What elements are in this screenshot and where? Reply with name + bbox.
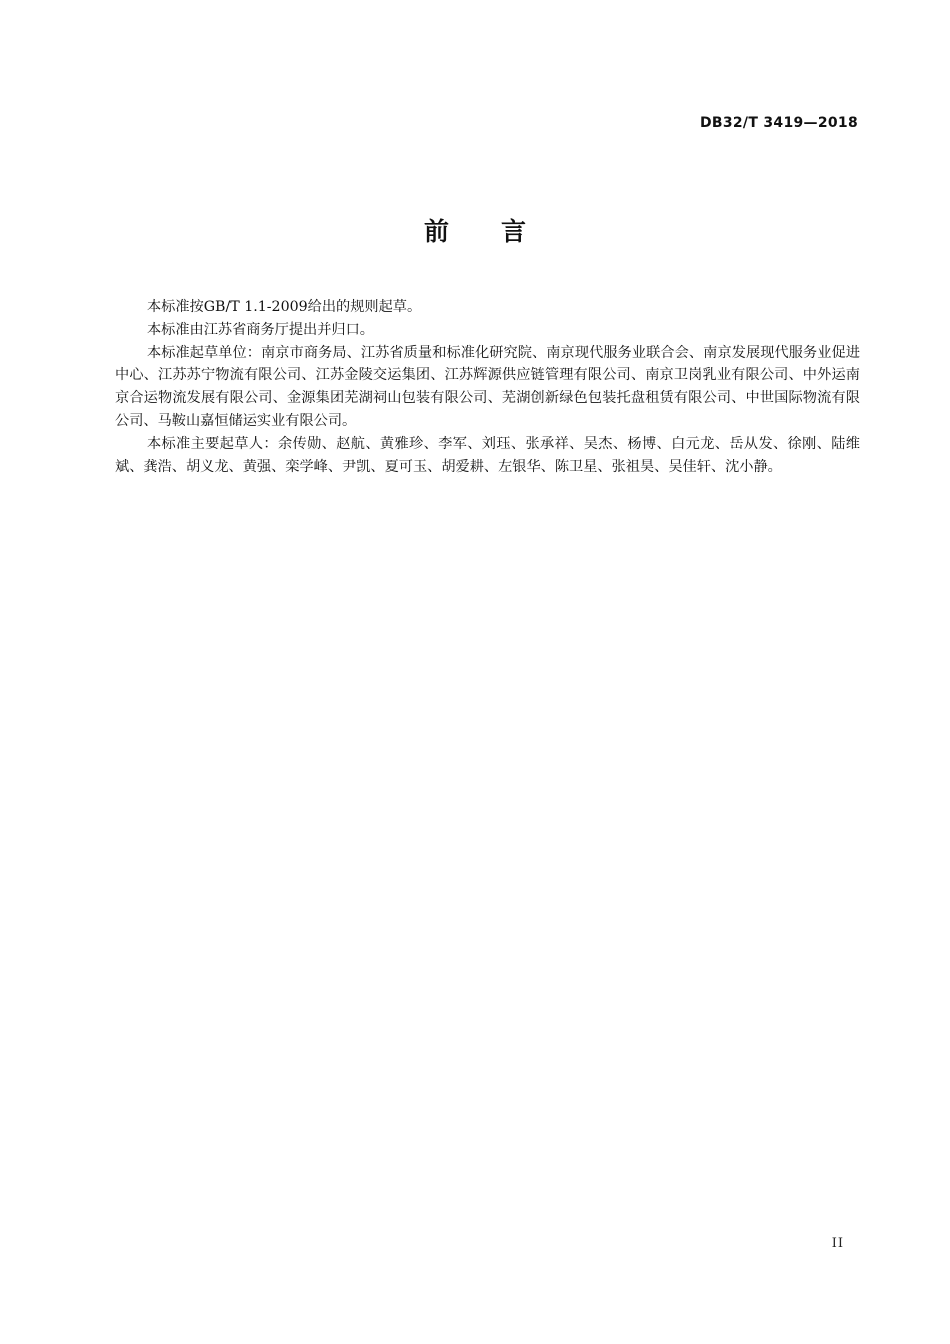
foreword-body [115,296,860,478]
paragraph-drafters: 本标准主要起草人：余传勋、赵航、黄雅珍、李军、刘珏、张承祥、吴杰、杨博、白元龙、岳从发、徐刚、陆维斌、龚浩、胡义龙、黄强、栾学峰、尹凯、夏可玉、胡爱耕、左银华、陈卫星、张祖昊、吴佳轩、沈小静。 [115,435,860,475]
paragraph-drafting-units: 本标准起草单位：南京市商务局、江苏省质量和标准化研究院、南京现代服务业联合会、南京发展现代服务业促进中心、江苏苏宁物流有限公司、江苏金陵交运集团、江苏辉源供应链管理有限公司、南京卫岗乳业有限公司、中外运南京合运物流发展有限公司、金源集团芜湖祠山包装有限公司、芜湖创新绿色包装托盘租赁有限公司、中世国际物流有限公司、马鞍山嘉恒储运实业有限公司。 [115,344,860,429]
paragraph-proposer: 本标准由江苏省商务厅提出并归口。 [146,321,374,338]
page-title: 前言 [423,217,578,246]
paragraph-drafting-rules: 本标准按GB/T 1.1-2009给出的规则起草。 [146,299,422,315]
page-number: II [831,1236,844,1251]
document-code: DB32/T 3419—2018 [699,115,858,131]
